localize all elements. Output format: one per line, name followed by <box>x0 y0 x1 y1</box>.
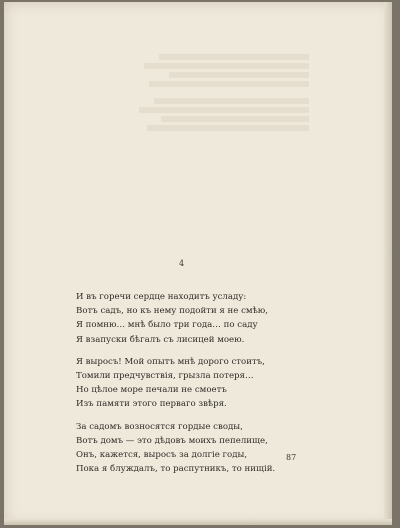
poem-line: Пока я блуждалъ, то распутникъ, то нищій. <box>76 464 276 475</box>
poem-line: Вотъ домъ — это дѣдовъ моихъ пепелище, <box>76 435 268 446</box>
poem-line: Томили предчувствія, грызла потеря… <box>76 371 254 382</box>
show-through-text <box>134 54 309 134</box>
poem-body <box>76 290 306 484</box>
poem-line: Изъ памяти этого перваго звѣря. <box>76 399 227 410</box>
stanza-3 <box>76 420 306 477</box>
poem-line: Я помню… мнѣ было три года… по саду <box>76 320 258 331</box>
poem-line: Онъ, кажется, выросъ за долгіе годы, <box>76 450 248 461</box>
poem-line: За садомъ возносятся гордые своды, <box>76 421 243 432</box>
section-number: 4 <box>179 259 185 268</box>
poem-line: Вотъ садъ, но къ нему подойти я не смѣю, <box>76 306 268 317</box>
stanza-1 <box>76 290 306 347</box>
poem-line: Я взапуски бѣгалъ съ лисицей моею. <box>76 334 245 345</box>
poem-line: Но цѣлое море печали не смоетъ <box>76 385 227 396</box>
poem-line: И въ горечи сердце находитъ усладу: <box>76 292 247 302</box>
book-page <box>4 2 392 525</box>
poem-line: Я выросъ! Мой опытъ мнѣ дорого стоитъ, <box>76 356 265 367</box>
page-edge-bottom <box>4 519 392 525</box>
page-edge-right <box>384 2 392 525</box>
stanza-2 <box>76 355 306 412</box>
page-number: 87 <box>286 453 297 462</box>
